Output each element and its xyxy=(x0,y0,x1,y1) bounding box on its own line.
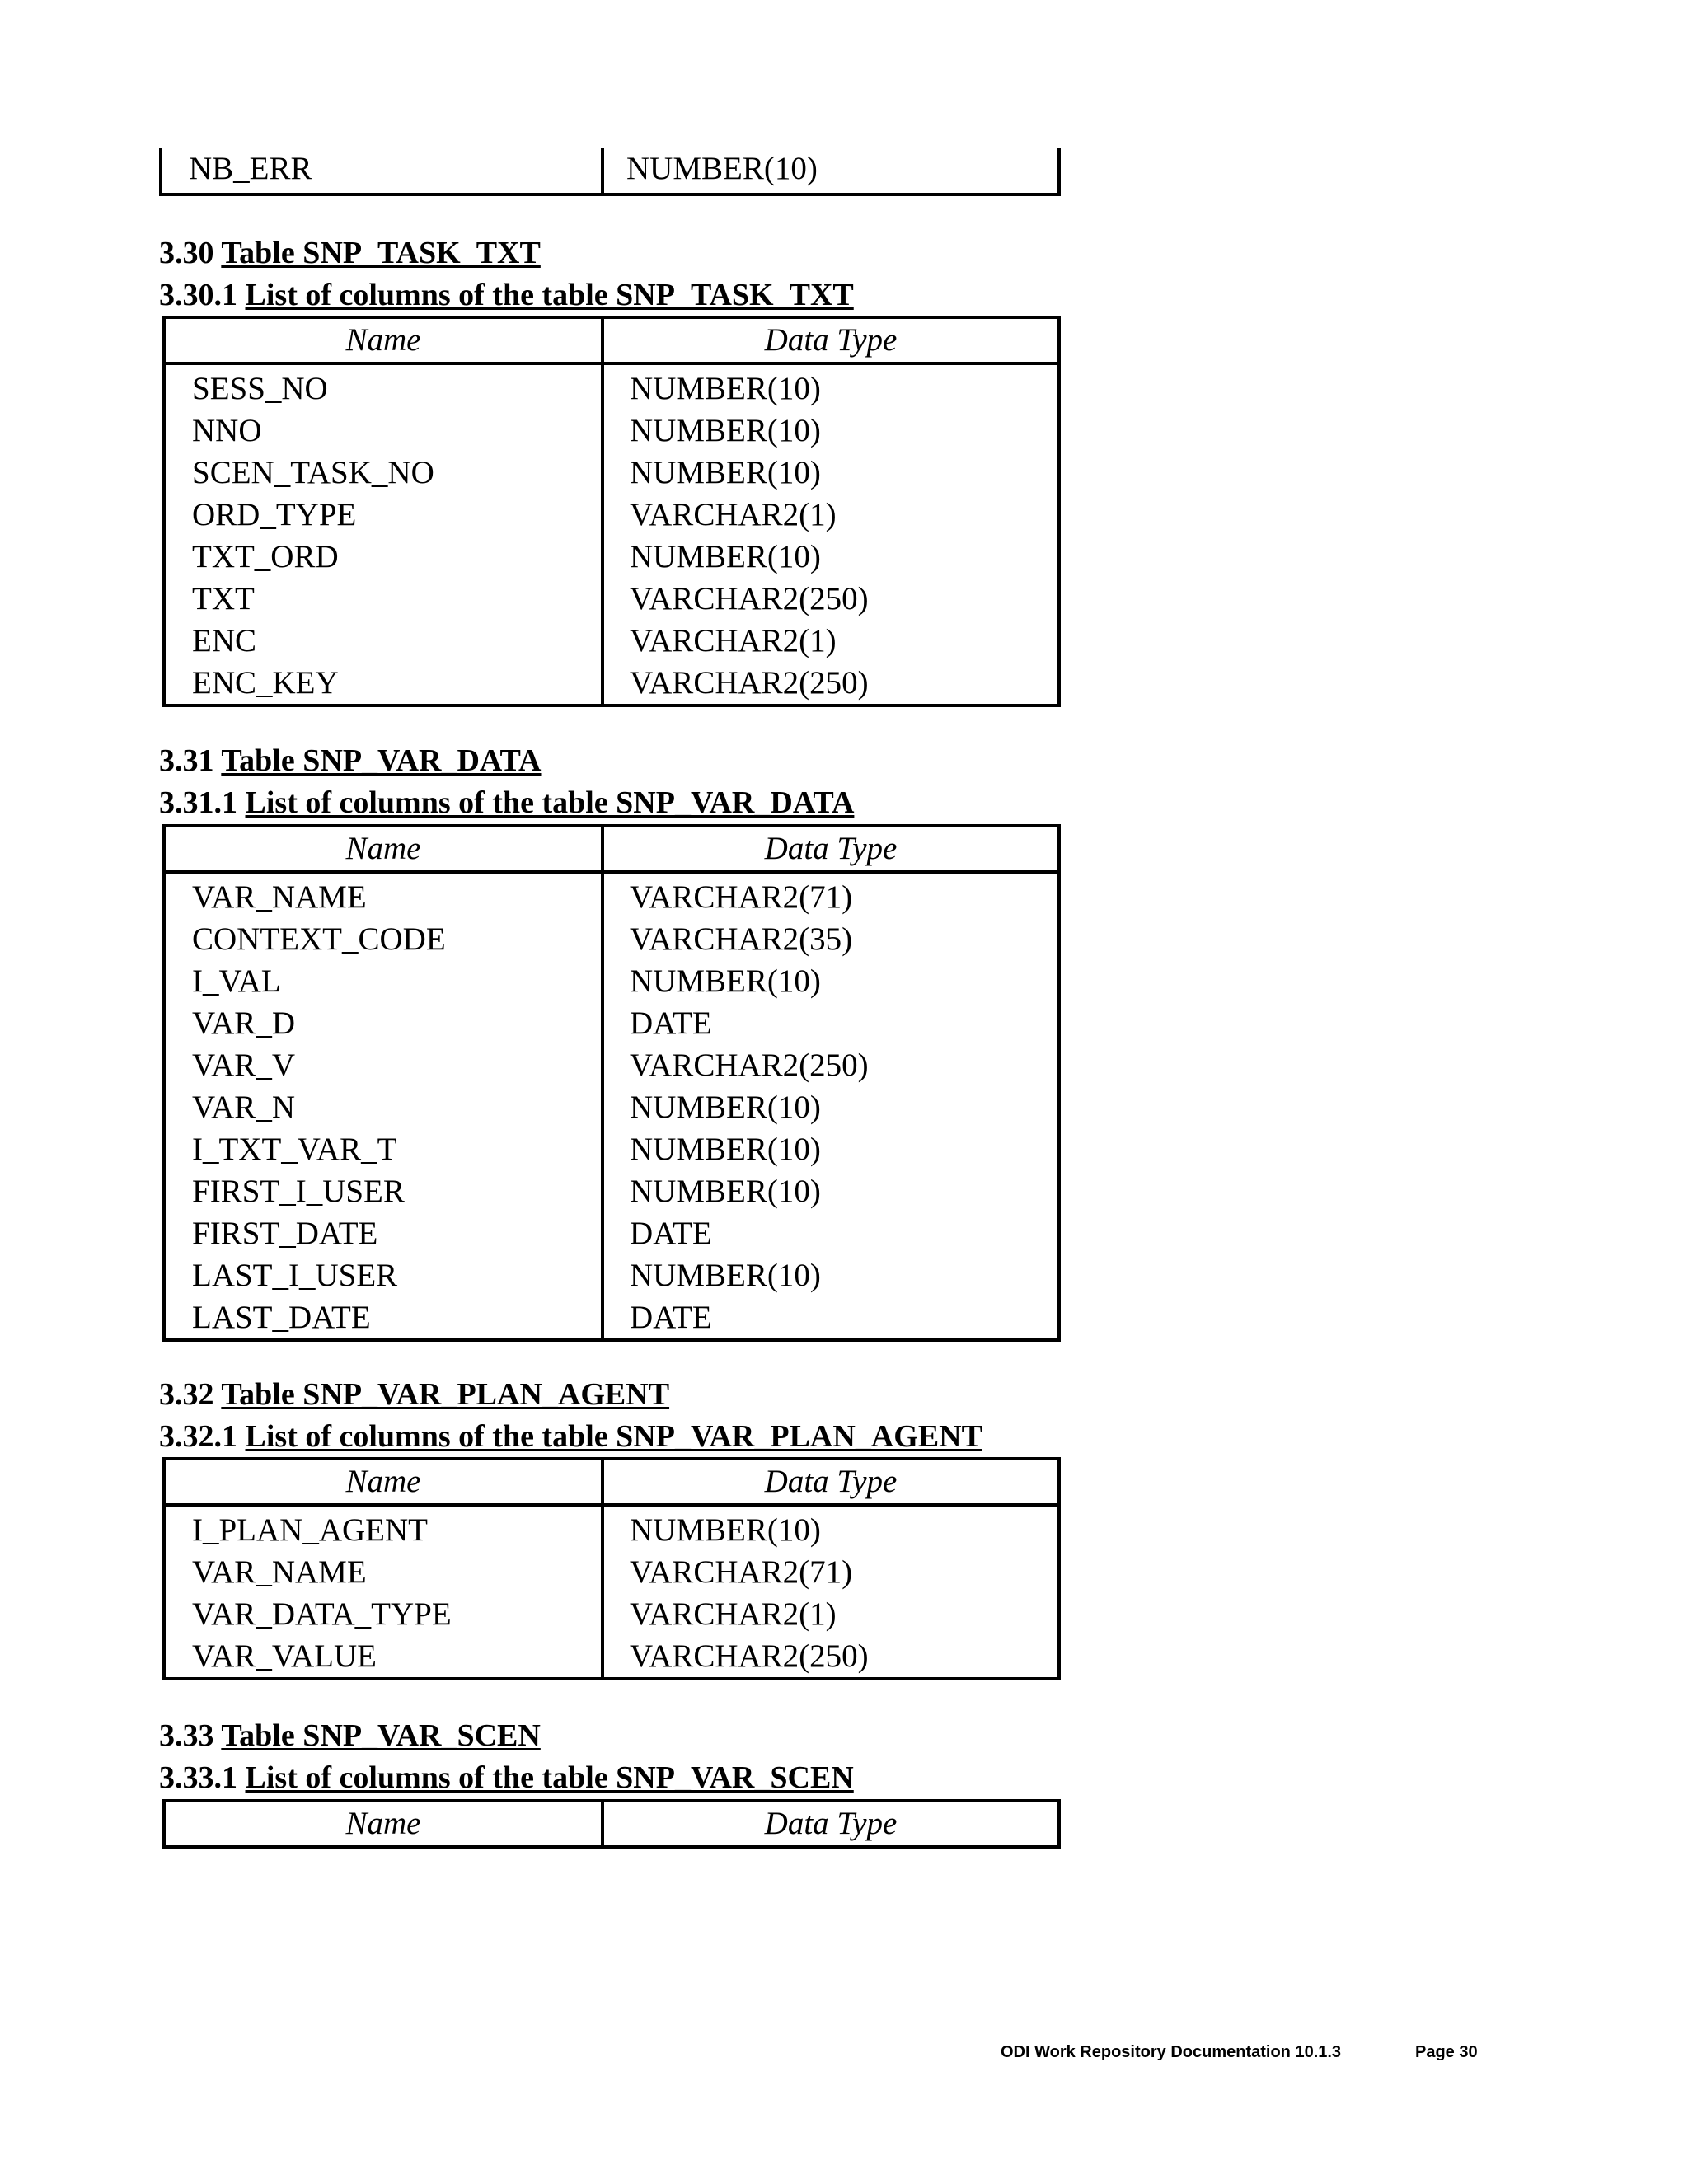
subsection-title-link[interactable]: List of columns of the table SNP_VAR_DATA xyxy=(245,785,855,820)
table-heading-3-32 xyxy=(159,1376,669,1413)
table-row-name: TXT xyxy=(192,581,255,616)
table-row-name: TXT_ORD xyxy=(192,539,339,574)
table-row-name: ENC_KEY xyxy=(192,665,339,701)
table-header-row xyxy=(166,1802,1057,1845)
table-row-type: DATE xyxy=(630,1216,712,1251)
table-row-type: VARCHAR2(250) xyxy=(630,1047,869,1083)
table-row-name: ENC xyxy=(192,623,256,658)
header-name: Name xyxy=(166,827,604,870)
list-heading-3-31-1 xyxy=(159,785,854,821)
table-row-name: CONTEXT_CODE xyxy=(192,921,446,957)
subsection-number: 3.32.1 xyxy=(159,1419,237,1454)
previous-table-fragment xyxy=(159,148,1061,196)
table-row-type: NUMBER(10) xyxy=(630,1512,821,1548)
table-heading-3-31 xyxy=(159,743,542,779)
table-row-type: VARCHAR2(71) xyxy=(630,879,853,915)
subsection-number: 3.33.1 xyxy=(159,1760,237,1795)
table-row-name: I_PLAN_AGENT xyxy=(192,1512,428,1548)
table-row-type: NUMBER(10) xyxy=(630,371,821,406)
columns-table-snp-var-data xyxy=(162,824,1061,1342)
table-row-name: VAR_D xyxy=(192,1005,295,1041)
table-row-type: DATE xyxy=(630,1300,712,1335)
table-row-name: VAR_NAME xyxy=(192,879,367,915)
section-number: 3.32 xyxy=(159,1377,214,1412)
table-row-name: FIRST_DATE xyxy=(192,1216,378,1251)
table-body xyxy=(166,365,1057,704)
section-title-link[interactable]: Table SNP_VAR_DATA xyxy=(221,743,542,778)
list-heading-3-30-1 xyxy=(159,277,854,313)
section-title-link[interactable]: Table SNP_VAR_SCEN xyxy=(221,1718,541,1753)
subsection-number: 3.31.1 xyxy=(159,785,237,820)
table-row-name: SCEN_TASK_NO xyxy=(192,455,434,490)
table-row-type: NUMBER(10) xyxy=(630,1090,821,1125)
footer-doc-title: ODI Work Repository Documentation 10.1.3 xyxy=(1001,2043,1342,2061)
table-row-type: VARCHAR2(250) xyxy=(630,581,869,616)
header-data-type: Data Type xyxy=(764,322,898,358)
table-row-type: NUMBER(10) xyxy=(630,1132,821,1167)
table-heading-3-30 xyxy=(159,235,541,271)
columns-table-snp-var-plan-agent xyxy=(162,1457,1061,1680)
header-data-type: Data Type xyxy=(764,1464,898,1499)
table-body xyxy=(166,874,1057,1338)
table-row-name: LAST_I_USER xyxy=(192,1258,398,1293)
table-row-type: VARCHAR2(1) xyxy=(630,1596,837,1632)
subsection-number: 3.30.1 xyxy=(159,278,237,312)
section-number: 3.30 xyxy=(159,236,214,270)
header-data-type: Data Type xyxy=(764,831,898,866)
table-row-type: NUMBER(10) xyxy=(630,963,821,999)
table-body xyxy=(166,1507,1057,1677)
columns-table-snp-var-scen xyxy=(162,1799,1061,1849)
section-number: 3.33 xyxy=(159,1718,214,1753)
name-column xyxy=(166,365,604,704)
section-title-link[interactable]: Table SNP_TASK_TXT xyxy=(221,236,541,270)
table-row-name: VAR_V xyxy=(192,1047,295,1083)
section-title-link[interactable]: Table SNP_VAR_PLAN_AGENT xyxy=(221,1377,670,1412)
table-row-type: NUMBER(10) xyxy=(630,539,821,574)
column-type-cell: NUMBER(10) xyxy=(626,151,818,186)
table-row-type: VARCHAR2(1) xyxy=(630,623,837,658)
table-row-type: NUMBER(10) xyxy=(630,1174,821,1209)
table-row-type: VARCHAR2(250) xyxy=(630,665,869,701)
table-row-type: VARCHAR2(35) xyxy=(630,921,853,957)
subsection-title-link[interactable]: List of columns of the table SNP_VAR_SCEN xyxy=(245,1760,854,1795)
table-heading-3-33 xyxy=(159,1718,541,1754)
table-row-name: FIRST_I_USER xyxy=(192,1174,405,1209)
table-row-name: I_VAL xyxy=(192,963,281,999)
table-row-type: NUMBER(10) xyxy=(630,1258,821,1293)
table-row-name: LAST_DATE xyxy=(192,1300,371,1335)
table-row-name: I_TXT_VAR_T xyxy=(192,1132,397,1167)
column-name-cell: NB_ERR xyxy=(162,148,604,193)
header-name: Name xyxy=(166,1460,604,1503)
list-heading-3-32-1 xyxy=(159,1418,982,1455)
name-column xyxy=(166,874,604,1338)
table-header-row xyxy=(166,319,1057,365)
table-row-type: DATE xyxy=(630,1005,712,1041)
table-row-name: VAR_DATA_TYPE xyxy=(192,1596,452,1632)
table-row-name: VAR_NAME xyxy=(192,1554,367,1590)
table-header-row xyxy=(166,827,1057,874)
subsection-title-link[interactable]: List of columns of the table SNP_VAR_PLAN_AGENT xyxy=(245,1419,982,1454)
columns-table-snp-task-txt xyxy=(162,316,1061,707)
header-name: Name xyxy=(166,1802,604,1845)
subsection-title-link[interactable]: List of columns of the table SNP_TASK_TXT xyxy=(245,278,854,312)
table-row-name: ORD_TYPE xyxy=(192,497,357,532)
table-row-name: VAR_N xyxy=(192,1090,295,1125)
type-column xyxy=(604,1507,1057,1677)
table-row-type: NUMBER(10) xyxy=(630,413,821,448)
header-name: Name xyxy=(166,319,604,362)
table-row-type: VARCHAR2(71) xyxy=(630,1554,853,1590)
type-column xyxy=(604,874,1057,1338)
table-row-type: NUMBER(10) xyxy=(630,455,821,490)
table-row-name: SESS_NO xyxy=(192,371,328,406)
header-data-type: Data Type xyxy=(764,1806,898,1841)
table-row-name: VAR_VALUE xyxy=(192,1638,377,1674)
table-row-type: VARCHAR2(1) xyxy=(630,497,837,532)
section-number: 3.31 xyxy=(159,743,214,778)
list-heading-3-33-1 xyxy=(159,1760,854,1796)
table-row-type: VARCHAR2(250) xyxy=(630,1638,869,1674)
table-row-name: NNO xyxy=(192,413,262,448)
name-column xyxy=(166,1507,604,1677)
table-header-row xyxy=(166,1460,1057,1507)
type-column xyxy=(604,365,1057,704)
footer-page-number: Page 30 xyxy=(1415,2043,1478,2061)
